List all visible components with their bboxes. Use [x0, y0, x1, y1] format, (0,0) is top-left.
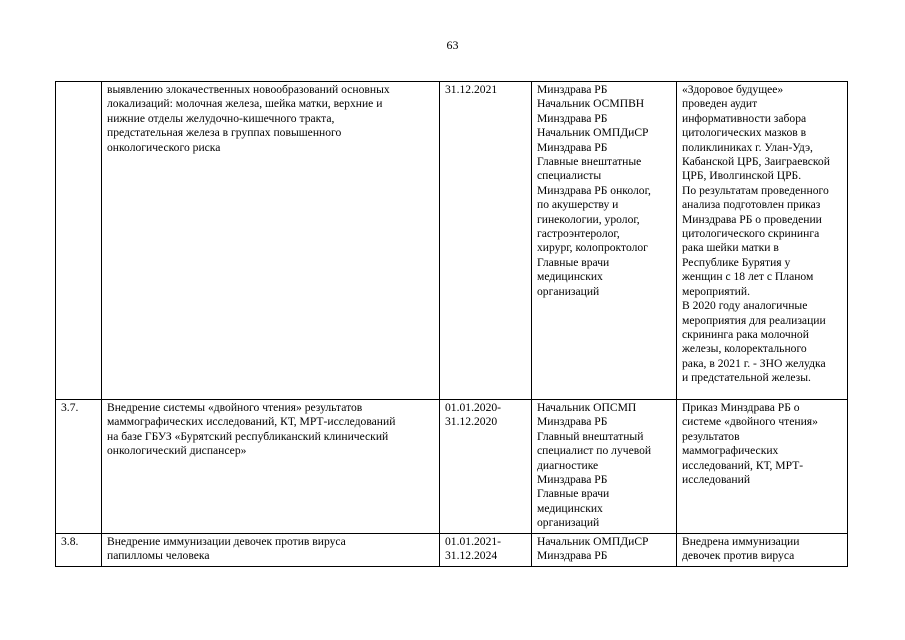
deadline-cell [440, 82, 532, 400]
plan-table [55, 81, 848, 567]
cell-text-line: диагностике [537, 458, 599, 472]
result-cell [677, 400, 848, 534]
cell-text-line: Кабанской ЦРБ, Заиграевской [682, 155, 830, 169]
cell-text-line: скрининга рака молочной [682, 327, 809, 341]
cell-text-line: мероприятий. [682, 284, 750, 298]
cell-text-line: Внедрение системы «двойного чтения» результатов [107, 401, 363, 414]
cell-text-line: папилломы человека [107, 549, 210, 563]
responsible-cell [532, 533, 677, 566]
table-row [56, 400, 848, 534]
cell-text-line: медицинских [537, 501, 603, 515]
cell-text-line: маммографических [682, 444, 779, 458]
cell-text-line: организаций [537, 284, 600, 298]
cell-text-line: Главный внештатный [537, 429, 644, 443]
table-row [56, 82, 848, 400]
deadline-cell [440, 533, 532, 566]
cell-text-line: локализаций: молочная железа, шейка матки, верхние и [107, 97, 383, 111]
cell-text-line: цитологического скрининга [682, 227, 820, 241]
cell-text-line: цитологических мазков в [682, 126, 807, 140]
cell-text-line: Главные внештатные [537, 155, 642, 169]
item-number-cell [56, 400, 102, 534]
item-number-cell [56, 82, 102, 400]
cell-text-line: 31.12.2024 [445, 549, 498, 563]
item-number-cell [56, 533, 102, 566]
measure-description-cell [102, 400, 440, 534]
cell-text-line: Минздрава РБ [537, 415, 608, 429]
cell-text-line: железы, колоректального [682, 342, 807, 356]
cell-text-line: мероприятия для реализации [682, 313, 826, 327]
cell-text-line: гастроэнтеролог, [537, 227, 620, 241]
cell-text: 3.7. [61, 401, 79, 414]
cell-text-line: Минздрава РБ [537, 111, 608, 125]
cell-text-line: рака, в 2021 г. - ЗНО желудка [682, 356, 826, 370]
page-number: 63 [446, 38, 459, 52]
cell-text-line: 01.01.2021- [445, 534, 502, 548]
cell-text-line: специалист по лучевой [537, 444, 652, 458]
cell-text-line: Минздрава РБ [537, 473, 608, 487]
cell-text: 3.8. [61, 534, 79, 548]
cell-text-line: Начальник ОМПДиСР [537, 126, 649, 140]
cell-text-line: Минздрава РБ [537, 140, 608, 154]
cell-text-line: Минздрава РБ [537, 83, 608, 96]
cell-text-line: медицинских [537, 270, 603, 284]
cell-text-line: Внедрение иммунизации девочек против вируса [107, 534, 346, 548]
cell-text-line: и предстательной железы. [682, 371, 811, 385]
cell-text-line: онкологического риска [107, 140, 221, 154]
cell-text-line: организаций [537, 516, 600, 530]
cell-text-line: Начальник ОМПДиСР [537, 534, 649, 548]
cell-text-line: исследований [682, 473, 751, 487]
cell-text-line: онкологический диспансер» [107, 444, 247, 458]
responsible-cell [532, 400, 677, 534]
result-cell [677, 82, 848, 400]
measure-description-cell [102, 82, 440, 400]
cell-text-line: рака шейки матки в [682, 241, 779, 255]
cell-text-line: Главные врачи [537, 255, 610, 269]
cell-text-line: предстательная железа в группах повышенного [107, 126, 342, 140]
cell-text-line: женщин с 18 лет с Планом [682, 270, 814, 284]
deadline-cell [440, 400, 532, 534]
cell-text-line: По результатам проведенного [682, 183, 829, 197]
cell-text-line: «Здоровое будущее» [682, 83, 784, 96]
cell-text-line: анализа подготовлен приказ [682, 198, 821, 212]
measure-description-cell [102, 533, 440, 566]
cell-text-line: выявлению злокачественных новообразований основных [107, 83, 390, 96]
table-row [56, 533, 848, 566]
cell-text-line: гинекологии, уролог, [537, 212, 640, 226]
cell-text-line: хирург, колопроктолог [537, 241, 648, 255]
cell-text-line: Внедрена иммунизации [682, 534, 800, 548]
cell-text-line: 01.01.2020- [445, 401, 502, 414]
cell-text-line: Минздрава РБ о проведении [682, 212, 822, 226]
cell-text-line: Начальник ОСМПВН [537, 97, 645, 111]
result-cell [677, 533, 848, 566]
cell-text-line: результатов [682, 429, 740, 443]
cell-text-line: поликлиниках г. Улан-Удэ, [682, 140, 813, 154]
cell-text-line: Республике Бурятия у [682, 255, 791, 269]
cell-text-line: маммографических исследований, КТ, МРТ-исследований [107, 415, 396, 429]
cell-text-line: информативности забора [682, 111, 807, 125]
cell-text-line: Начальник ОПСМП [537, 401, 637, 414]
plan-table-body [56, 82, 848, 567]
cell-text-line: исследований, КТ, МРТ- [682, 458, 804, 472]
cell-text-line: нижние отделы желудочно-кишечного тракта, [107, 111, 335, 125]
cell-text-line: специалисты [537, 169, 602, 183]
cell-text-line: Приказ Минздрава РБ о [682, 401, 800, 414]
cell-text-line: 31.12.2020 [445, 415, 498, 429]
cell-text-line: Минздрава РБ [537, 549, 608, 563]
cell-text-line: на базе ГБУЗ «Бурятский республиканский клинический [107, 429, 389, 443]
cell-text-line: В 2020 году аналогичные [682, 299, 808, 313]
responsible-cell [532, 82, 677, 400]
cell-text-line: системе «двойного чтения» [682, 415, 818, 429]
cell-text-line: Минздрава РБ онколог, [537, 183, 651, 197]
cell-text-line: девочек против вируса [682, 549, 795, 563]
cell-text-line: Главные врачи [537, 487, 610, 501]
cell-text-line: ЦРБ, Иволгинской ЦРБ. [682, 169, 802, 183]
cell-text-line: проведен аудит [682, 97, 758, 111]
cell-text-line: по акушерству и [537, 198, 619, 212]
cell-text-line: 31.12.2021 [445, 83, 498, 96]
